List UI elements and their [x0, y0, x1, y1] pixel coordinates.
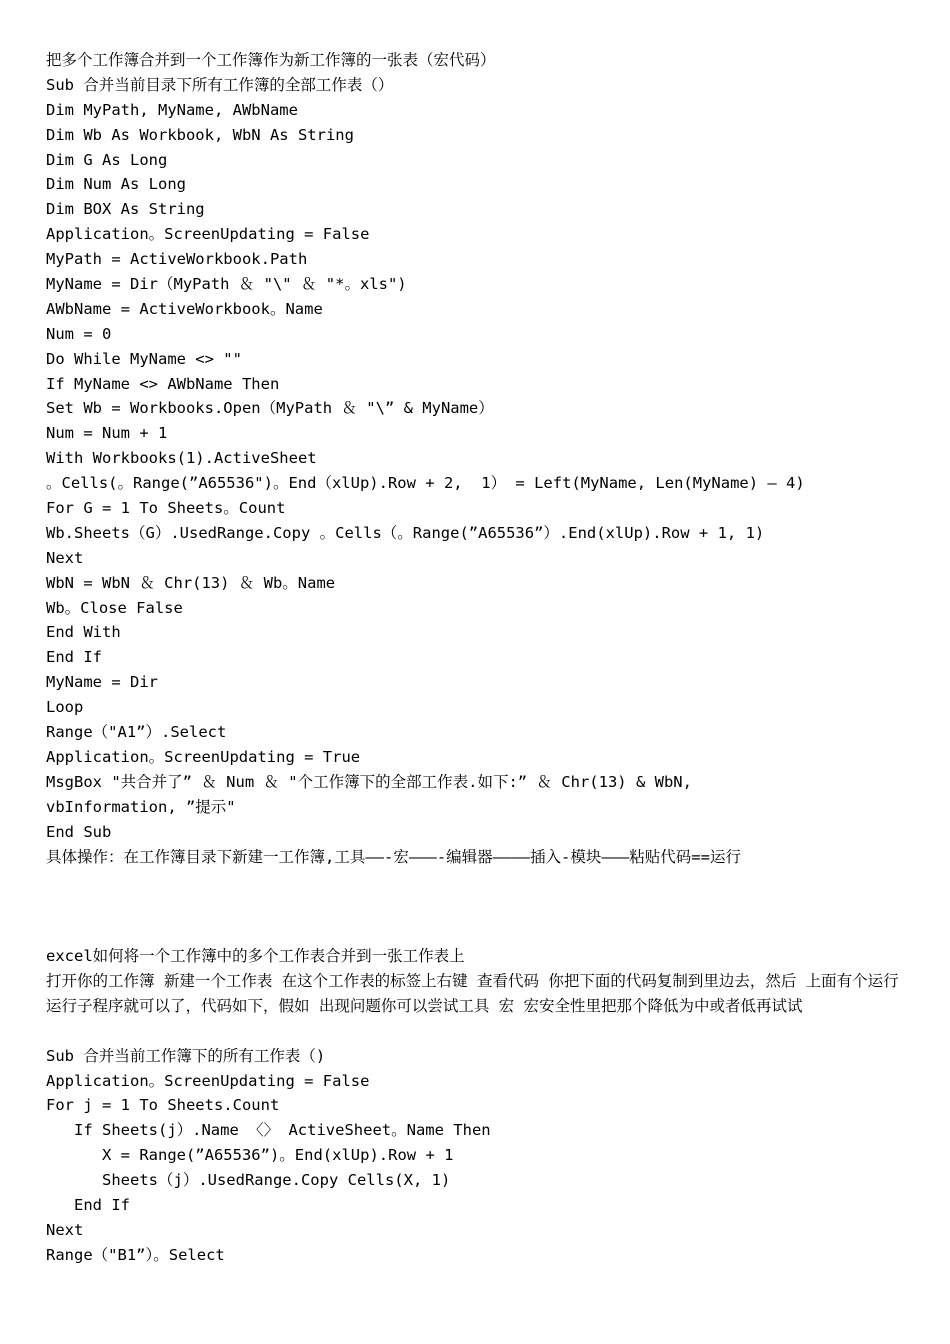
code-line: MyPath = ActiveWorkbook.Path: [46, 250, 308, 269]
code-line: Wb。Close False: [46, 598, 183, 617]
section1-instructions: 具体操作：在工作簿目录下新建一工作簿,工具——-宏———-编辑器————插入-模块———粘贴代码==运行: [46, 847, 741, 866]
code-line: Sub 合并当前工作簿下的所有工作表（): [46, 1046, 326, 1065]
section2-title: excel如何将一个工作簿中的多个工作表合并到一张工作表上: [46, 947, 465, 966]
code-line: Wb.Sheets（G）.UsedRange.Copy 。Cells（。Range(”A65536”）.End(xlUp).Row + 1, 1): [46, 523, 765, 542]
code-line: WbN = WbN ＆ Chr(13) ＆ Wb。Name: [46, 573, 336, 592]
code-line: Application。ScreenUpdating = True: [46, 747, 361, 766]
code-line: AWbName = ActiveWorkbook。Name: [46, 299, 323, 318]
code-line: X = Range(”A65536”)。End(xlUp).Row + 1: [46, 1146, 454, 1165]
code-line: Sub 合并当前目录下所有工作簿的全部工作表（）: [46, 75, 394, 94]
blank-line: [46, 1019, 906, 1044]
code-line: For j = 1 To Sheets.Count: [46, 1096, 280, 1115]
code-line: Dim Num As Long: [46, 175, 186, 194]
code-line: End Sub: [46, 822, 112, 841]
code-line: Dim G As Long: [46, 150, 168, 169]
code-line: Dim BOX As String: [46, 200, 205, 219]
code-line: Set Wb = Workbooks.Open（MyPath ＆ "\” & MyName）: [46, 399, 494, 418]
code-line: 。Cells(。Range(”A65536")。End（xlUp).Row + 2, 1） = Left(MyName, Len(MyName) — 4): [46, 474, 805, 493]
code-line: End If: [46, 1196, 130, 1215]
code-line: Application。ScreenUpdating = False: [46, 1071, 370, 1090]
code-line: Dim MyPath, MyName, AWbName: [46, 100, 298, 119]
code-line: Range（"B1”）。Select: [46, 1245, 225, 1264]
code-line: End If: [46, 648, 102, 667]
code-line: Application。ScreenUpdating = False: [46, 225, 370, 244]
code-line: If Sheets(j）.Name 〈〉 ActiveSheet。Name Then: [46, 1121, 491, 1140]
section2-code-block: [46, 1044, 906, 1268]
code-line: Next: [46, 1220, 84, 1239]
code-line: Num = 0: [46, 324, 112, 343]
code-line: Do While MyName <> "": [46, 349, 242, 368]
code-line: Loop: [46, 698, 84, 717]
code-line: Range（"A1”）.Select: [46, 723, 227, 742]
code-line: Dim Wb As Workbook, WbN As String: [46, 125, 354, 144]
document-page: [46, 48, 906, 1268]
code-line: With Workbooks(1).ActiveSheet: [46, 449, 317, 468]
code-line: If MyName <> AWbName Then: [46, 374, 280, 393]
code-line: For G = 1 To Sheets。Count: [46, 499, 286, 518]
section-spacer: [46, 869, 906, 944]
code-line: vbInformation, ”提示": [46, 797, 236, 816]
code-line: Next: [46, 548, 84, 567]
code-line: MyName = Dir: [46, 673, 158, 692]
code-line: MsgBox "共合并了” ＆ Num ＆ "个工作簿下的全部工作表.如下:” ＆ Chr(13) & WbN,: [46, 772, 692, 791]
code-line: Num = Num + 1: [46, 424, 168, 443]
code-line: MyName = Dir（MyPath ＆ "\" ＆ "*。xls"): [46, 275, 407, 294]
section1-title: 把多个工作簿合并到一个工作簿作为新工作簿的一张表（宏代码）: [46, 51, 496, 69]
code-line: End With: [46, 623, 121, 642]
code-line: Sheets（j）.UsedRange.Copy Cells(X, 1): [46, 1171, 451, 1190]
section2-paragraph: 打开你的工作簿 新建一个工作表 在这个工作表的标签上右键 查看代码 你把下面的代码复制到里边去，然后 上面有个运行 运行子程序就可以了，代码如下，假如 出现问题你可以尝试工具 宏 宏安全性里把那个降低为中或者低再试试: [46, 971, 899, 1015]
section1-code-block: [46, 73, 906, 845]
